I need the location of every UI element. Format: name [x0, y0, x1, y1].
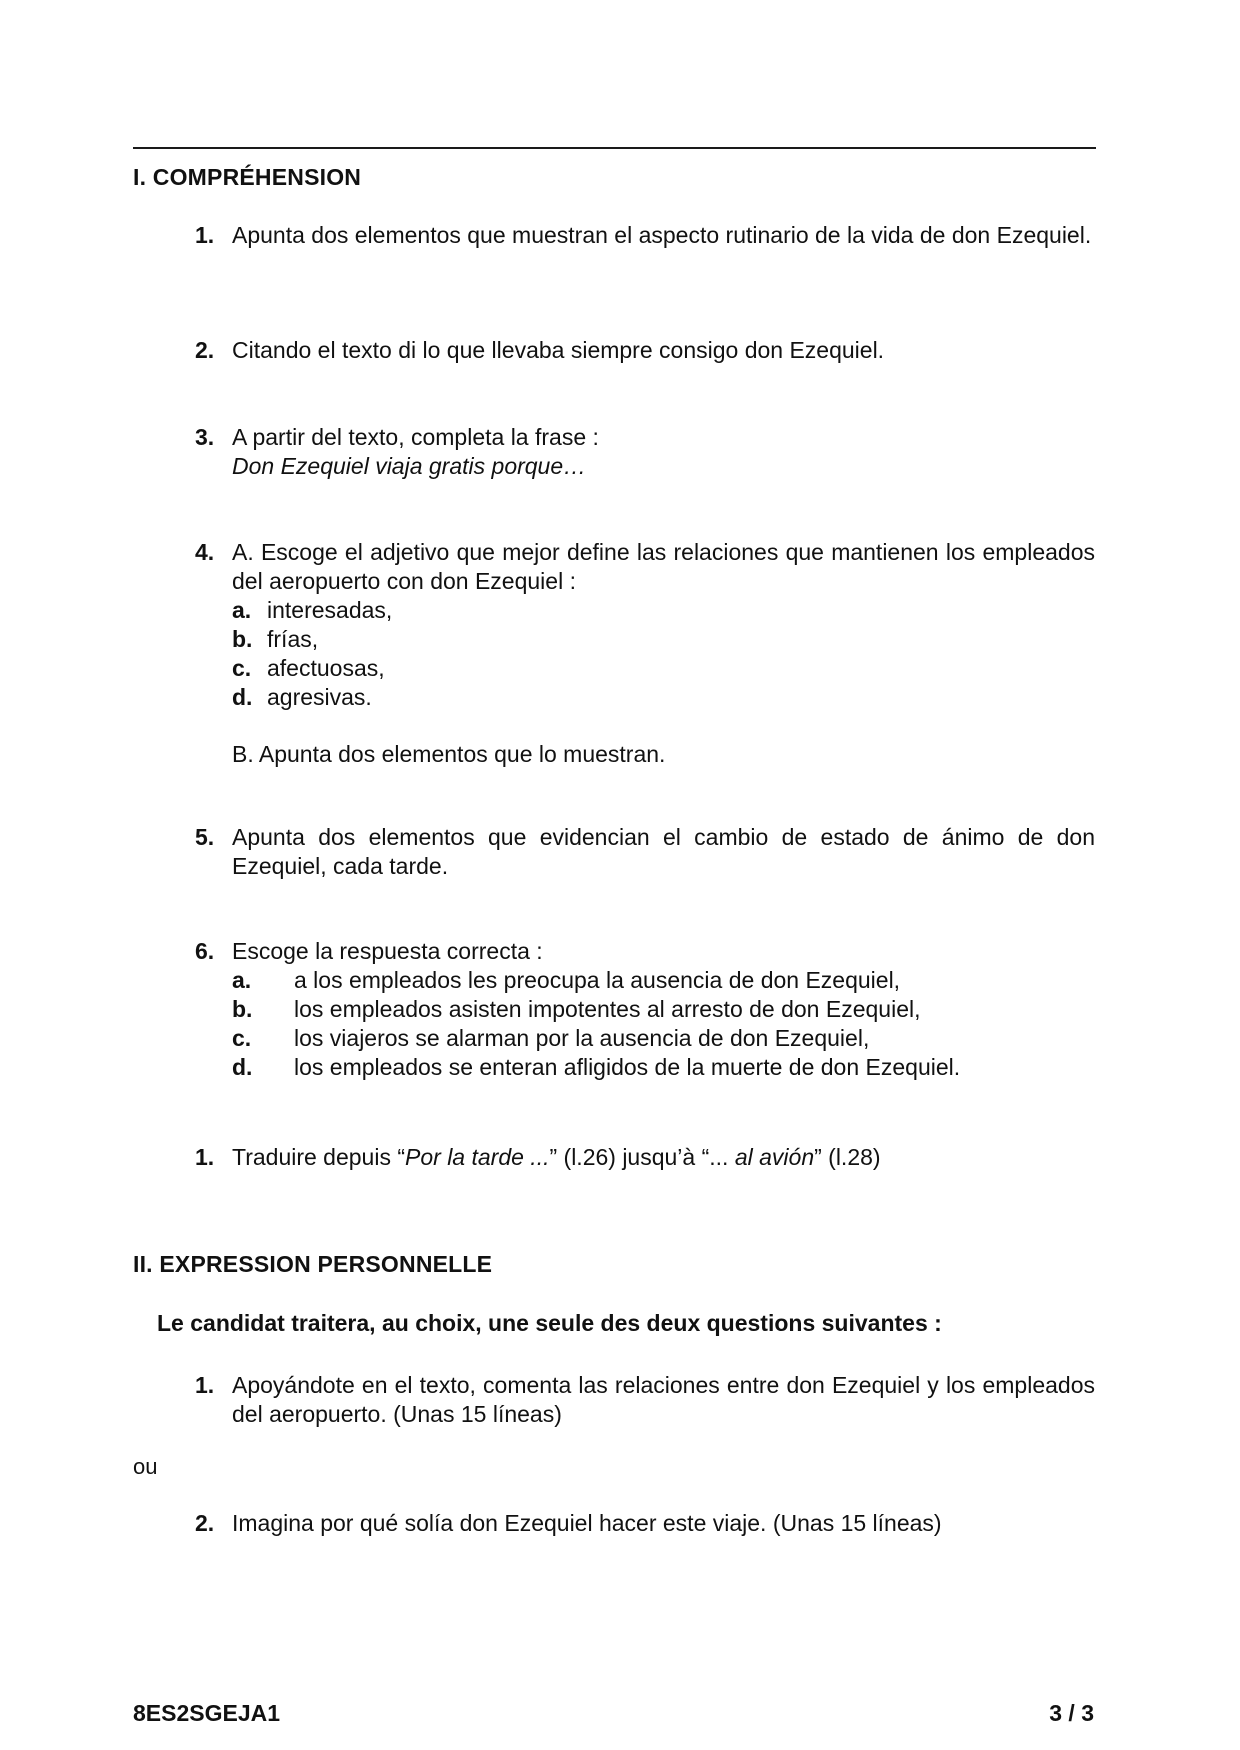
option-letter: c.: [232, 1025, 252, 1051]
option-text: interesadas,: [267, 597, 393, 623]
question-6: [195, 937, 1095, 1082]
expression-question-1: [195, 1371, 1095, 1429]
option-letter: c.: [232, 655, 252, 681]
options-list: [232, 966, 1095, 1082]
option-a: [232, 966, 1095, 995]
question-2: [195, 336, 1095, 365]
question-number: 1.: [195, 1144, 215, 1170]
option-letter: a.: [232, 597, 252, 623]
expression-question-2: [195, 1509, 1095, 1538]
page-number: 3 / 3: [1049, 1700, 1094, 1726]
translation-from-quote: Por la tarde ...: [405, 1144, 550, 1170]
section-heading-expression: II. EXPRESSION PERSONNELLE: [133, 1251, 493, 1277]
option-text: los empleados se enteran afligidos de la muerte de don Ezequiel.: [294, 1054, 961, 1080]
question-number: 1.: [195, 222, 215, 248]
option-text: los viajeros se alarman por la ausencia de don Ezequiel,: [294, 1025, 870, 1051]
sentence-to-complete: Don Ezequiel viaja gratis porque…: [232, 453, 587, 479]
option-letter: d.: [232, 684, 253, 710]
option-text: agresivas.: [267, 684, 372, 710]
option-text: los empleados asisten impotentes al arresto de don Ezequiel,: [294, 996, 921, 1022]
question-text: Citando el texto di lo que llevaba siempre consigo don Ezequiel.: [232, 337, 885, 363]
section-heading-comprehension: I. COMPRÉHENSION: [133, 164, 362, 190]
option-letter: b.: [232, 626, 253, 652]
option-text: frías,: [267, 626, 319, 652]
option-b: [232, 625, 1095, 654]
question-number: 5.: [195, 824, 215, 850]
question-text: A partir del texto, completa la frase :: [232, 424, 599, 450]
options-list: [232, 596, 1095, 712]
question-4: [195, 538, 1095, 769]
option-c: [232, 1024, 1095, 1053]
instruction-text: Le candidat traitera, au choix, une seule des deux questions suivantes :: [157, 1310, 942, 1336]
question-number: 4.: [195, 539, 215, 565]
subject-code: 8ES2SGEJA1: [133, 1700, 281, 1726]
question-text: Escoge la respuesta correcta :: [232, 938, 543, 964]
question-text: Apoyándote en el texto, comenta las relaciones entre don Ezequiel y los empleados del aeropuerto. (Unas 15 líneas): [232, 1372, 1095, 1427]
question-text: Apunta dos elementos que muestran el aspecto rutinario de la vida de don Ezequiel.: [232, 222, 1092, 248]
question-number: 1.: [195, 1372, 215, 1398]
option-a: [232, 596, 1095, 625]
question-1: [195, 221, 1095, 250]
translation-prefix: Traduire depuis “: [232, 1144, 406, 1170]
question-number: 3.: [195, 424, 215, 450]
option-c: [232, 654, 1095, 683]
question-text: Apunta dos elementos que evidencian el cambio de estado de ánimo de don Ezequiel, cada tarde.: [232, 824, 1095, 879]
or-label: ou: [133, 1454, 158, 1479]
question-text: Imagina por qué solía don Ezequiel hacer este viaje. (Unas 15 líneas): [232, 1510, 942, 1536]
option-d: [232, 683, 1095, 712]
top-divider: [133, 147, 1096, 149]
option-letter: a.: [232, 967, 252, 993]
question-number: 6.: [195, 938, 215, 964]
translation-suffix: ” (l.28): [814, 1144, 881, 1170]
option-text: a los empleados les preocupa la ausencia de don Ezequiel,: [294, 967, 901, 993]
option-letter: b.: [232, 996, 253, 1022]
option-letter: d.: [232, 1054, 253, 1080]
option-b: [232, 995, 1095, 1024]
question-text: A. Escoge el adjetivo que mejor define las relaciones que mantienen los empleados del aeropuerto con don Ezequiel :: [232, 539, 1095, 594]
option-d: [232, 1053, 1095, 1082]
question-number: 2.: [195, 1510, 215, 1536]
translation-question: [195, 1143, 1095, 1172]
option-text: afectuosas,: [267, 655, 385, 681]
translation-text: [232, 1143, 1095, 1172]
translation-to-quote: al avión: [734, 1144, 815, 1170]
question-5: [195, 823, 1095, 881]
question-3: [195, 423, 1095, 481]
translation-middle: ” (l.26) jusqu’à “...: [549, 1144, 735, 1170]
question-part-b: B. Apunta dos elementos que lo muestran.: [232, 741, 666, 767]
question-number: 2.: [195, 337, 215, 363]
